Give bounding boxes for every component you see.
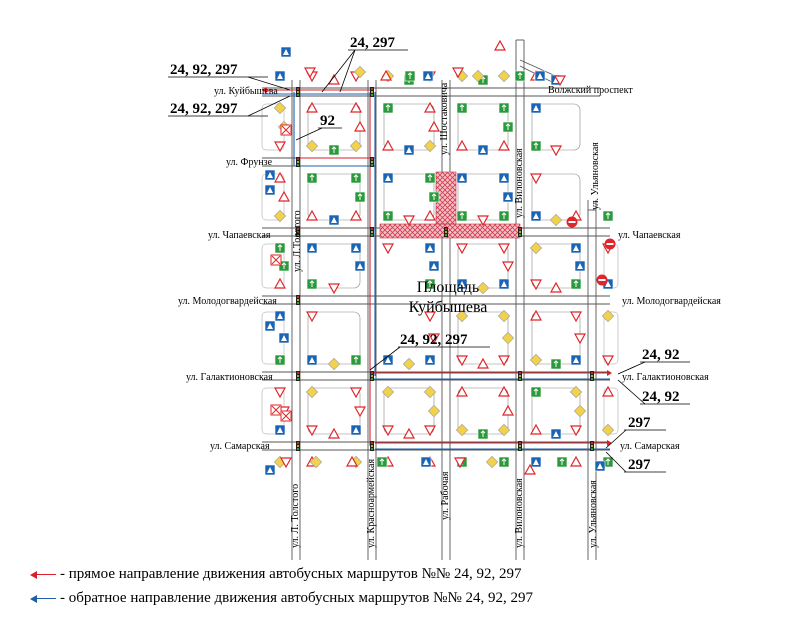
- traffic-light-sign-icon: [370, 157, 374, 167]
- crosswalk-sign-icon: [351, 425, 361, 435]
- crosswalk-sign-icon: [265, 170, 275, 180]
- traffic-light-sign-icon: [590, 441, 594, 451]
- green-sign-icon: [557, 457, 567, 467]
- crosswalk-sign-icon: [457, 173, 467, 183]
- give-way-sign-icon: [307, 312, 317, 321]
- green-sign-icon: [499, 103, 509, 113]
- crosswalk-sign-icon: [421, 457, 431, 467]
- warning-sign-icon: [279, 192, 289, 201]
- street-label-ulyanovskaya-bottom: ул. Ульяновская: [588, 480, 599, 548]
- street-label-samarskaya-left: ул. Самарская: [210, 441, 270, 452]
- green-sign-icon: [405, 71, 415, 81]
- warning-sign-icon: [275, 173, 285, 182]
- green-sign-icon: [275, 243, 285, 253]
- street-label-chapaevskaya-right: ул. Чапаевская: [618, 230, 681, 241]
- route-label-right-samar-1: 297: [628, 415, 651, 431]
- green-sign-icon: [499, 457, 509, 467]
- street-label-galaktionovskaya-right: ул. Галактионовская: [622, 372, 709, 383]
- crosswalk-sign-icon: [307, 355, 317, 365]
- warning-sign-icon: [383, 141, 393, 150]
- give-way-sign-icon: [355, 407, 365, 416]
- crosswalk-sign-icon: [535, 71, 545, 81]
- crosswalk-sign-icon: [499, 173, 509, 183]
- crosswalk-sign-icon: [329, 215, 339, 225]
- crosswalk-sign-icon: [595, 461, 605, 471]
- legend-reverse: [30, 590, 533, 607]
- give-way-sign-icon: [404, 216, 414, 225]
- warning-sign-icon: [275, 279, 285, 288]
- green-sign-icon: [275, 355, 285, 365]
- street-label-frunze: ул. Фрунзе: [226, 157, 273, 168]
- street-label-kuibysheva: ул. Куйбышева: [214, 86, 278, 97]
- green-sign-icon: [457, 211, 467, 221]
- square-name: [409, 279, 488, 316]
- warning-sign-icon: [351, 211, 361, 220]
- main-road-sign-icon: [428, 405, 439, 416]
- green-sign-icon: [531, 387, 541, 397]
- green-sign-icon: [377, 457, 387, 467]
- crosswalk-sign-icon: [423, 71, 433, 81]
- green-sign-icon: [551, 359, 561, 369]
- main-road-sign-icon: [403, 358, 414, 369]
- green-sign-icon: [457, 103, 467, 113]
- give-way-sign-icon: [503, 262, 513, 271]
- give-way-sign-icon: [551, 146, 561, 155]
- traffic-light-sign-icon: [444, 227, 448, 237]
- street-label-ulyanovskaya-top: ул. Ульяновская: [590, 142, 601, 210]
- green-sign-icon: [571, 279, 581, 289]
- give-way-sign-icon: [351, 388, 361, 397]
- route-label-center: 24, 92, 297: [400, 332, 468, 348]
- warning-sign-icon: [495, 41, 505, 50]
- warning-sign-icon: [503, 406, 513, 415]
- traffic-light-sign-icon: [590, 371, 594, 381]
- green-sign-icon: [499, 211, 509, 221]
- give-way-sign-icon: [603, 356, 613, 365]
- reverse-arrow-icon: [30, 594, 56, 604]
- street-label-volzhsky: Волжский проспект: [548, 85, 633, 96]
- main-road-sign-icon: [550, 214, 561, 225]
- green-sign-icon: [383, 103, 393, 113]
- route-label-right-samar-2: 297: [628, 457, 651, 473]
- no-entry-sign-icon: [605, 239, 616, 250]
- warning-sign-icon: [329, 429, 339, 438]
- crosswalk-sign-icon: [275, 71, 285, 81]
- give-way-sign-icon: [329, 284, 339, 293]
- street-label-vilonovskaya-top: ул. Вилоновская: [514, 148, 525, 218]
- main-road-sign-icon: [498, 70, 509, 81]
- give-way-sign-icon: [571, 312, 581, 321]
- give-way-sign-icon: [383, 244, 393, 253]
- main-road-sign-icon: [574, 405, 585, 416]
- crossed-sign-icon: [271, 255, 281, 265]
- warning-sign-icon: [355, 122, 365, 131]
- crosswalk-sign-icon: [275, 311, 285, 321]
- give-way-sign-icon: [575, 334, 585, 343]
- route-label-right-galakt-1: 24, 92: [642, 347, 680, 363]
- street-label-shostakovicha: ул. Шостаковича: [439, 82, 450, 155]
- warning-sign-icon: [531, 425, 541, 434]
- green-sign-icon: [503, 122, 513, 132]
- warning-sign-icon: [571, 457, 581, 466]
- route-callouts: [168, 35, 690, 473]
- crosswalk-sign-icon: [531, 457, 541, 467]
- traffic-light-sign-icon: [370, 371, 374, 381]
- traffic-light-sign-icon: [370, 227, 374, 237]
- legend-forward-text: - прямое направление движения автобусных маршрутов №№ 24, 92, 297: [60, 566, 522, 582]
- green-sign-icon: [429, 192, 439, 202]
- legend-forward: [30, 566, 521, 583]
- green-sign-icon: [603, 211, 613, 221]
- traffic-light-sign-icon: [296, 295, 300, 305]
- main-road-sign-icon: [486, 456, 497, 467]
- give-way-sign-icon: [275, 388, 285, 397]
- warning-sign-icon: [478, 359, 488, 368]
- green-sign-icon: [531, 141, 541, 151]
- warning-sign-icon: [603, 387, 613, 396]
- crosswalk-sign-icon: [551, 429, 561, 439]
- crosswalk-sign-icon: [531, 211, 541, 221]
- route-label-frunze-92: 92: [320, 113, 335, 129]
- legend-reverse-text: - обратное направление движения автобусных маршрутов №№ 24, 92, 297: [60, 590, 534, 606]
- warning-sign-icon: [425, 211, 435, 220]
- crosswalk-sign-icon: [531, 103, 541, 113]
- traffic-light-sign-icon: [296, 87, 300, 97]
- crosswalk-sign-icon: [275, 425, 285, 435]
- street-horizontal: [262, 158, 376, 166]
- crosswalk-sign-icon: [429, 261, 439, 271]
- green-sign-icon: [355, 192, 365, 202]
- street-label-tolstogo-bottom: ул. Л. Толстого: [290, 483, 301, 548]
- green-sign-icon: [425, 173, 435, 183]
- green-sign-icon: [478, 429, 488, 439]
- route-label-top-center: 24, 297: [350, 35, 395, 51]
- street-label-chapaevskaya-left: ул. Чапаевская: [208, 230, 271, 241]
- crosswalk-sign-icon: [575, 261, 585, 271]
- crosswalk-sign-icon: [425, 355, 435, 365]
- warning-sign-icon: [307, 211, 317, 220]
- traffic-light-sign-icon: [518, 441, 522, 451]
- crosswalk-sign-icon: [265, 185, 275, 195]
- route-label-top-left-1: 24, 92, 297: [170, 62, 238, 78]
- crosswalk-sign-icon: [499, 279, 509, 289]
- crosswalk-sign-icon: [383, 173, 393, 183]
- traffic-light-sign-icon: [296, 441, 300, 451]
- traffic-light-sign-icon: [370, 441, 374, 451]
- forward-arrow-icon: [30, 570, 56, 580]
- crosswalk-sign-icon: [307, 243, 317, 253]
- crossed-sign-icon: [281, 125, 291, 135]
- street-label-vilonovskaya-bottom: ул. Вилоновская: [514, 478, 525, 548]
- crosswalk-sign-icon: [404, 145, 414, 155]
- crosswalk-sign-icon: [265, 465, 275, 475]
- street-volzhsky: [516, 40, 596, 210]
- street-label-krasnoarmeyskaya: ул. Красноармейская: [366, 458, 377, 548]
- crosswalk-sign-icon: [351, 243, 361, 253]
- route-label-right-galakt-2: 24, 92: [642, 389, 680, 405]
- green-sign-icon: [383, 211, 393, 221]
- green-sign-icon: [307, 279, 317, 289]
- street-label-molodogvardeyskaya-left: ул. Молодогвардейская: [178, 296, 277, 307]
- give-way-sign-icon: [478, 216, 488, 225]
- main-road-sign-icon: [502, 332, 513, 343]
- green-sign-icon: [351, 173, 361, 183]
- crosswalk-sign-icon: [355, 261, 365, 271]
- green-sign-icon: [329, 145, 339, 155]
- give-way-sign-icon: [531, 174, 541, 183]
- green-sign-icon: [351, 355, 361, 365]
- crossed-sign-icon: [271, 405, 281, 415]
- crosswalk-sign-icon: [281, 47, 291, 57]
- warning-sign-icon: [457, 141, 467, 150]
- main-road-sign-icon: [328, 358, 339, 369]
- street-label-rabochaya: ул. Рабочая: [440, 471, 451, 520]
- traffic-light-sign-icon: [296, 157, 300, 167]
- green-sign-icon: [307, 173, 317, 183]
- give-way-sign-icon: [275, 142, 285, 151]
- warning-sign-icon: [404, 429, 414, 438]
- route-label-top-left-2: 24, 92, 297: [170, 101, 238, 117]
- crosswalk-sign-icon: [503, 192, 513, 202]
- traffic-light-sign-icon: [296, 371, 300, 381]
- square-name-line1: Площадь: [416, 279, 480, 296]
- crosswalk-sign-icon: [571, 355, 581, 365]
- warning-sign-icon: [499, 141, 509, 150]
- street-label-galaktionovskaya-left: ул. Галактионовская: [186, 372, 273, 383]
- street-label-molodogvardeyskaya-right: ул. Молодогвардейская: [622, 296, 721, 307]
- traffic-light-sign-icon: [518, 227, 522, 237]
- give-way-sign-icon: [499, 244, 509, 253]
- crossed-sign-icon: [281, 411, 291, 421]
- crosswalk-sign-icon: [478, 145, 488, 155]
- street-label-tolstogo-mid: ул. Л.Толстого: [292, 210, 303, 272]
- street-label-samarskaya-right: ул. Самарская: [620, 441, 680, 452]
- traffic-light-sign-icon: [518, 371, 522, 381]
- crosswalk-sign-icon: [279, 333, 289, 343]
- crosswalk-sign-icon: [265, 321, 275, 331]
- traffic-light-sign-icon: [370, 87, 374, 97]
- no-entry-sign-icon: [567, 217, 578, 228]
- give-way-sign-icon: [457, 244, 467, 253]
- no-entry-sign-icon: [597, 275, 608, 286]
- square-name-line2: Куйбышева: [408, 299, 488, 316]
- crosswalk-sign-icon: [425, 243, 435, 253]
- green-sign-icon: [515, 71, 525, 81]
- warning-sign-icon: [551, 283, 561, 292]
- crosswalk-sign-icon: [571, 243, 581, 253]
- warning-sign-icon: [429, 122, 439, 131]
